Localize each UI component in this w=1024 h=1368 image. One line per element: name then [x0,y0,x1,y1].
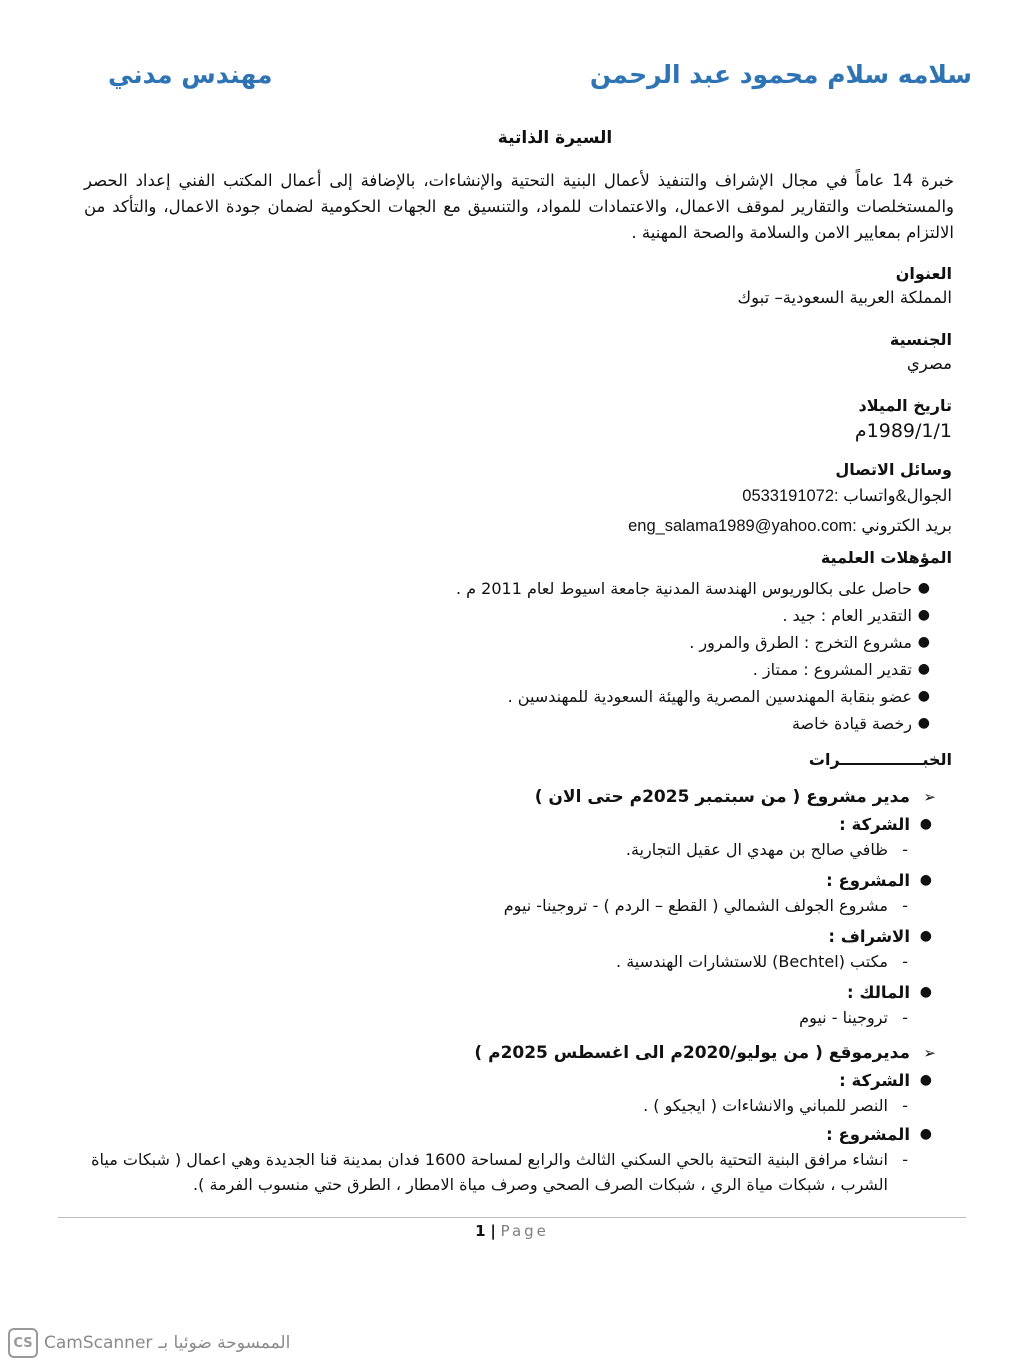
nationality-value: مصري [906,354,952,373]
project-value: - مشروع الجولف الشمالي ( القطع – الردم ) - تروجينا- نيوم [503,896,908,915]
project-label: ● المشروع : [54,868,954,893]
watermark-brand: CamScanner [44,1333,153,1353]
email-address: eng_salama1989@yahoo.com [628,517,853,535]
job-entry-2 [54,1040,954,1197]
list-item: ● عضو بنقابة المهندسين المصرية والهيئة السعودية للمهندسين . [456,683,952,710]
bullet-icon: ● [917,634,930,650]
company-label: ● الشركة : [54,812,954,837]
bullet-icon: ● [919,1072,932,1088]
experience-heading [809,750,952,769]
header-job-title: مهندس مدني [108,60,273,89]
birth-label: تاريخ الميلاد [858,396,952,415]
job-entry-1 [54,784,954,1030]
project-value: - انشاء مرافق البنية التحتية بالحي السكني الثالث والرابع لمساحة 1600 فدان بمدينة قنا الجديدة وهي اعمال ( شبكات مياة الشرب ، شبكات مياة الري ، شبكات الصرف الصحي وصرف مياة الامطار ، الطرق حتي منسوب الفرمة ). [91,1150,908,1194]
nationality-section [890,330,952,373]
experience-label: الخبـــــــــــــــرات [808,750,952,769]
birth-value: 1989/1/1م [854,420,952,442]
bullet-icon: ● [917,580,930,596]
list-item: ● التقدير العام : جيد . [456,602,952,629]
bullet-icon: ● [917,688,930,704]
bullet-icon: ● [917,715,930,731]
list-item: ● حاصل على بكالوريوس الهندسة المدنية جامعة اسيوط لعام 2011 م . [456,575,952,602]
qualifications-label: المؤهلات العلمية [820,548,952,567]
project-label: ● المشروع : [54,1122,954,1147]
page-number: 1 [475,1222,486,1240]
list-item: ● مشروع التخرج : الطرق والمرور . [456,629,952,656]
page-separator: | [490,1222,496,1240]
camscanner-watermark [8,1328,290,1358]
nationality-label: الجنسية [889,330,952,349]
company-value: - النصر للمباني والانشاءات ( ايجيكو ) . [643,1096,908,1115]
qualifications-list [456,575,952,737]
job-title: ➢ مديرموقع ( من يوليو/2020م الى اغسطس 2025م ) [54,1040,954,1066]
page-footer [0,1222,1024,1240]
supervision-label: ● الاشراف : [54,924,954,949]
footer-divider [58,1217,966,1218]
phone-line [628,484,952,509]
owner-label: ● المالك : [54,980,954,1005]
bullet-icon: ● [919,928,932,944]
contact-section [628,460,952,539]
list-item: ● رخصة قيادة خاصة [456,710,952,737]
header-name: سلامه سلام محمود عبد الرحمن [589,60,972,89]
watermark-arabic: الممسوحة ضوئيا بـ [158,1333,291,1353]
qualifications-section [456,548,952,737]
bullet-icon: ● [917,607,930,623]
supervision-value: - مكتب (Bechtel) للاستشارات الهندسية . [616,952,908,971]
arrow-bullet-icon: ➢ [923,788,936,806]
company-value: - ظافي صالح بن مهدي ال عقيل التجارية. [625,840,908,859]
phone-label: الجوال&واتساب : [834,487,952,505]
list-item: ● تقدير المشروع : ممتاز . [456,656,952,683]
birth-section [855,396,952,442]
bullet-icon: ● [919,984,932,1000]
address-label: العنوان [895,264,952,283]
arrow-bullet-icon: ➢ [923,1044,936,1062]
contact-label: وسائل الاتصال [835,460,952,479]
bullet-icon: ● [919,816,932,832]
job-title: ➢ مدير مشروع ( من سبتمبر 2025م حتى الان ) [54,784,954,810]
company-label: ● الشركة : [54,1068,954,1093]
owner-value: - تروجينا - نيوم [799,1008,908,1027]
phone-number: 0533191072 [742,487,835,505]
camscanner-logo-icon: CS [8,1328,38,1358]
email-label: بريد الكتروني : [852,517,952,535]
bullet-icon: ● [917,661,930,677]
bullet-icon: ● [919,872,932,888]
address-value: المملكة العربية السعودية– تبوك [737,288,952,307]
address-section [738,264,952,307]
page-word: Page [500,1222,549,1240]
document-title: السيرة الذاتية [497,128,613,148]
email-line [628,514,952,539]
bullet-icon: ● [919,1126,932,1142]
summary-paragraph: خبرة 14 عاماً في مجال الإشراف والتنفيذ لأعمال البنية التحتية والإنشاءات، بالإضافة إلى أعمال المكتب الفني إعداد الحصر والمستخلصات والتقارير لموقف الاعمال، والاعتمادات للمواد، والتنسيق مع الجهات الحكومية لضمان جودة الاعمال، والتأكد من الالتزام بمعايير الامن والسلامة والصحة المهنية . [84,171,954,242]
